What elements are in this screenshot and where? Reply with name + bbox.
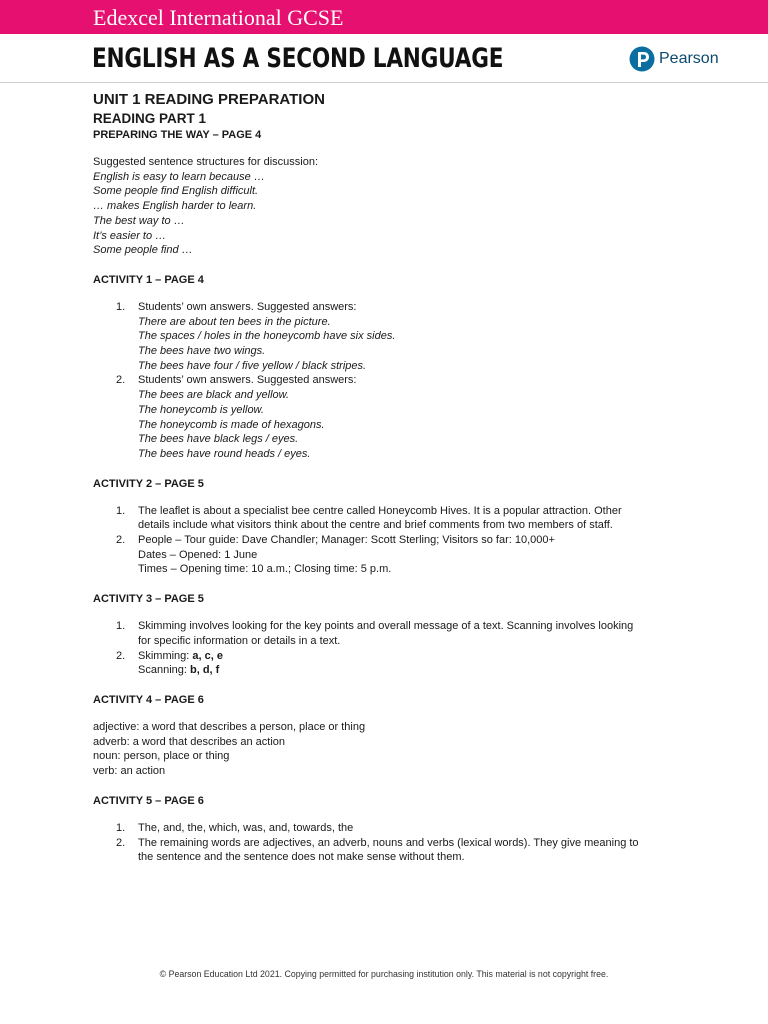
section-title-activity-1: ACTIVITY 1 – PAGE 4 <box>93 273 204 286</box>
answer-line: Skimming involves looking for the key points and overall message of a text. Scanning involves looking <box>138 620 634 633</box>
answer-line: People – Tour guide: Dave Chandler; Manager: Scott Sterling; Visitors so far: 10,000+ <box>138 534 555 547</box>
preparing-line: The best way to … <box>93 214 185 227</box>
exam-board-title: Edexcel International GCSE <box>93 5 344 30</box>
answer-number: 2. <box>116 649 126 662</box>
pearson-logo <box>629 45 719 73</box>
answer-number: 2. <box>116 534 126 547</box>
unit-title: UNIT 1 READING PREPARATION <box>93 91 325 108</box>
preparing-line: … makes English harder to learn. <box>93 200 257 213</box>
answer-number: 2. <box>116 836 126 849</box>
activity-3-answers <box>93 619 693 678</box>
answer-line: the sentence and the sentence does not make sense without them. <box>138 851 465 864</box>
answer-line: The honeycomb is yellow. <box>138 403 264 416</box>
answer-number: 1. <box>116 620 126 633</box>
scanning-label: Scanning: <box>138 664 190 677</box>
answer-item <box>93 619 693 648</box>
scanning-line <box>138 663 693 678</box>
document-body <box>93 90 693 865</box>
answer-line: The honeycomb is made of hexagons. <box>138 418 325 431</box>
answer-line: There are about ten bees in the picture. <box>138 315 331 328</box>
header-divider <box>0 82 768 83</box>
answer-item <box>93 649 693 678</box>
header-bar <box>0 0 768 34</box>
answer-item <box>93 836 693 865</box>
pearson-logo-icon <box>629 46 655 72</box>
answer-number: 1. <box>116 300 126 313</box>
answer-line: The bees are black and yellow. <box>138 389 290 402</box>
answer-line: for specific information or details in a text. <box>138 634 341 647</box>
answer-number: 1. <box>116 821 126 834</box>
preparing-line: Some people find … <box>93 244 193 257</box>
activity-1-answers <box>93 300 693 462</box>
answer-item <box>93 533 693 577</box>
answer-line: The leaflet is about a specialist bee centre called Honeycomb Hives. It is a popular attraction. Other <box>138 504 622 517</box>
answer-item <box>93 504 693 533</box>
answer-line: Dates – Opened: 1 June <box>138 548 258 561</box>
answer-line: Times – Opening time: 10 a.m.; Closing time: 5 p.m. <box>138 563 392 576</box>
section-title-activity-5: ACTIVITY 5 – PAGE 6 <box>93 794 204 807</box>
section-title-preparing: PREPARING THE WAY – PAGE 4 <box>93 129 262 141</box>
preparing-line: It’s easier to … <box>93 229 167 242</box>
skimming-line <box>138 649 693 664</box>
answer-line: details include what visitors think about the centre and brief comments from two members of staff. <box>138 519 613 532</box>
section-title-activity-4: ACTIVITY 4 – PAGE 6 <box>93 693 204 706</box>
answer-item <box>93 373 693 461</box>
section-title-activity-3: ACTIVITY 3 – PAGE 5 <box>93 593 204 606</box>
preparing-line: Some people find English difficult. <box>93 185 259 198</box>
definition-line: adverb: a word that describes an action <box>93 735 286 748</box>
answer-line: The spaces / holes in the honeycomb have six sides. <box>138 330 396 343</box>
activity-5-answers <box>93 821 693 865</box>
copyright-footer: © Pearson Education Ltd 2021. Copying permitted for purchasing institution only. This material is not copyright free. <box>159 969 609 979</box>
answer-line: The remaining words are adjectives, an adverb, nouns and verbs (lexical words). They give meaning to <box>138 836 639 849</box>
definition-line: noun: person, place or thing <box>93 750 230 763</box>
answer-number: 1. <box>116 504 126 517</box>
preparing-intro: Suggested sentence structures for discussion: <box>93 156 319 168</box>
answer-lead: Students’ own answers. Suggested answers: <box>138 374 357 387</box>
skimming-label: Skimming: <box>138 649 193 662</box>
definition-line: adjective: a word that describes a person, place or thing <box>93 720 366 733</box>
answer-item <box>93 821 693 836</box>
answer-line: The bees have black legs / eyes. <box>138 433 299 446</box>
answer-number: 2. <box>116 374 126 387</box>
answer-line: The, and, the, which, was, and, towards, the <box>138 821 354 834</box>
definition-line: verb: an action <box>93 765 166 778</box>
skimming-value: a, c, e <box>192 649 223 662</box>
answer-item <box>93 300 693 374</box>
activity-2-answers <box>93 504 693 578</box>
part-title: READING PART 1 <box>93 111 207 126</box>
pearson-logo-text: Pearson <box>659 50 719 67</box>
answer-lead: Students’ own answers. Suggested answers: <box>138 300 357 313</box>
scanning-value: b, d, f <box>189 664 220 677</box>
answer-line: The bees have four / five yellow / black stripes. <box>138 359 367 372</box>
preparing-line: English is easy to learn because … <box>93 170 265 183</box>
section-title-activity-2: ACTIVITY 2 – PAGE 5 <box>93 477 204 490</box>
subject-title: ENGLISH AS A SECOND LANGUAGE <box>92 43 504 74</box>
answer-line: The bees have round heads / eyes. <box>138 447 311 460</box>
answer-line: The bees have two wings. <box>138 345 266 358</box>
